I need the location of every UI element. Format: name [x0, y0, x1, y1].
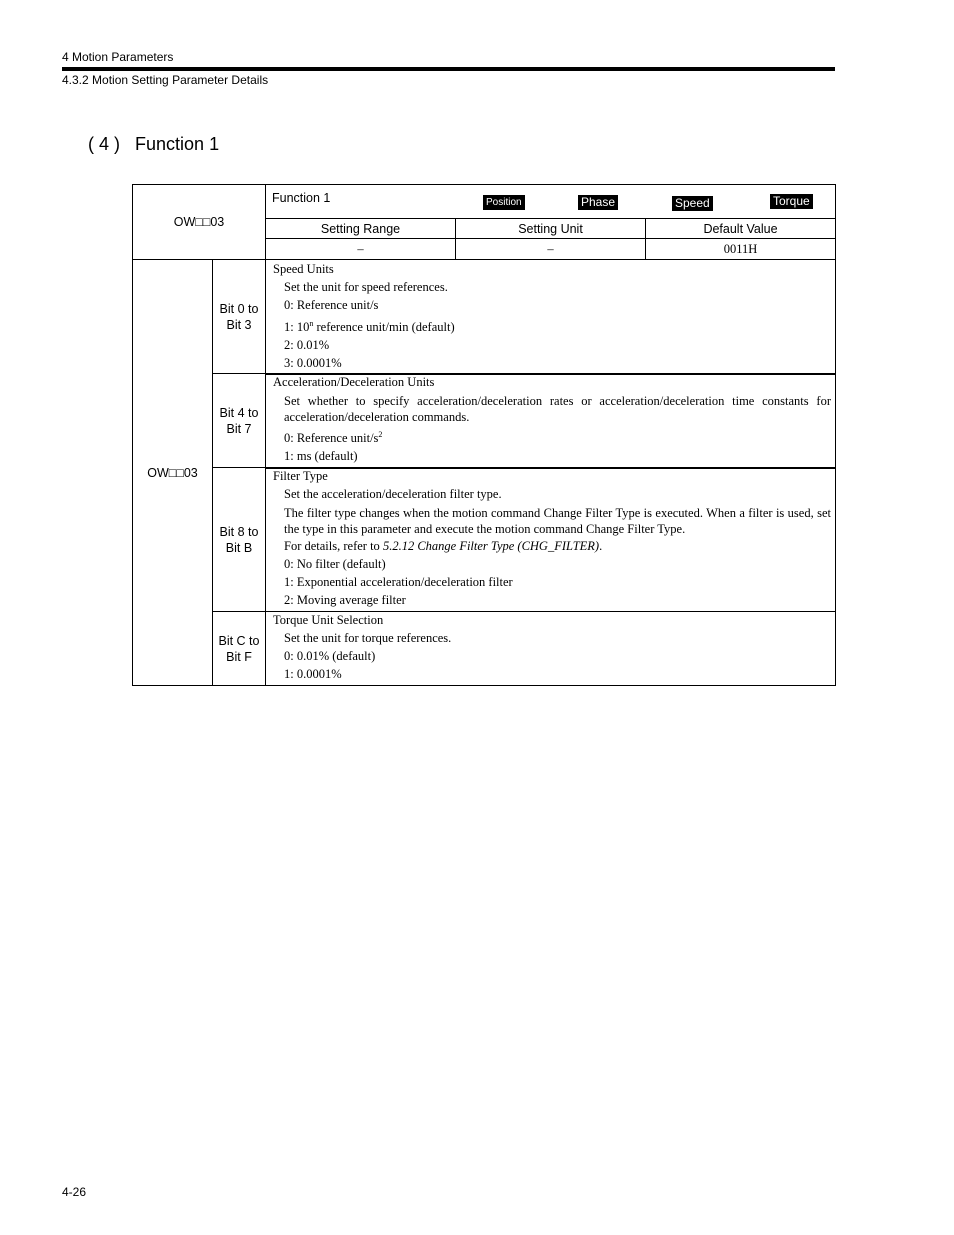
section-number: ( 4 ): [88, 134, 121, 154]
val-setting-range: –: [265, 238, 456, 260]
bits-label: Bit B: [225, 540, 253, 555]
parameter-name: Function 1: [272, 191, 331, 205]
desc-line: Set whether to specify acceleration/deceleration rates or acceleration/deceleration time constants for acceleration/deceleration commands.: [284, 394, 831, 424]
bits-label: Bit 3: [226, 317, 252, 332]
col-default-value: Default Value: [645, 218, 836, 239]
desc-line: 0: No filter (default): [284, 557, 386, 571]
torque-unit-desc: [273, 611, 831, 683]
superscript: n: [309, 319, 314, 328]
bits-label: Bit 0 to: [219, 301, 259, 316]
row-title: Acceleration/Deceleration Units: [273, 375, 435, 389]
desc-line: 0: 0.01% (default): [284, 649, 376, 663]
desc-line: [273, 537, 831, 555]
accel-units-desc: [273, 373, 831, 465]
mode-badge-torque: Torque: [770, 194, 813, 209]
desc-text: 1: 10: [284, 320, 310, 334]
register-left-label: OW□□03: [147, 465, 198, 480]
register-left-cell: [132, 259, 213, 686]
superscript: 2: [378, 430, 383, 439]
col-setting-unit: Setting Unit: [455, 218, 646, 239]
desc-line: Set the unit for torque references.: [284, 631, 452, 645]
section-title: [88, 134, 219, 155]
bits-c-f: [212, 611, 266, 686]
desc-line: Set the unit for speed references.: [284, 280, 448, 294]
bits-label: Bit 8 to: [219, 524, 259, 539]
mode-badge-speed: Speed: [672, 196, 713, 211]
section-header: 4.3.2 Motion Setting Parameter Details: [62, 73, 269, 87]
desc-text: For details, refer to: [284, 539, 383, 553]
chapter-header: 4 Motion Parameters: [62, 50, 174, 64]
mode-badge-position: Position: [483, 195, 525, 210]
col-setting-range: Setting Range: [265, 218, 456, 239]
register-cell: [132, 184, 266, 260]
bits-8-b: [212, 467, 266, 612]
row-title: Speed Units: [273, 262, 334, 276]
desc-line: 2: Moving average filter: [284, 593, 406, 607]
row-title: Torque Unit Selection: [273, 613, 384, 627]
desc-line: 1: ms (default): [284, 449, 358, 463]
desc-line: 3: 0.0001%: [284, 356, 342, 370]
page-number: 4-26: [62, 1185, 87, 1199]
bits-label: Bit 7: [226, 421, 252, 436]
speed-units-desc: [273, 260, 831, 372]
section-name: Function 1: [135, 134, 220, 154]
desc-line: 2: 0.01%: [284, 338, 330, 352]
desc-text: .: [599, 539, 603, 553]
name-cell: [265, 184, 836, 219]
val-default-value: 0011H: [645, 238, 836, 260]
desc-line: The filter type changes when the motion command Change Filter Type is executed. When a filter is used, set the type in this parameter and execute the motion command Change Filter Type.: [284, 506, 831, 536]
desc-line: [273, 429, 831, 447]
desc-line: 1: Exponential acceleration/deceleration filter: [284, 575, 513, 589]
desc-text: 0: Reference unit/s: [284, 431, 379, 445]
desc-line: Set the acceleration/deceleration filter type.: [284, 487, 502, 501]
val-setting-unit: –: [455, 238, 646, 260]
desc-line: [273, 318, 831, 336]
register-label: OW□□03: [173, 215, 225, 229]
bits-0-3: [212, 259, 266, 374]
desc-text: reference unit/min (default): [313, 320, 455, 334]
desc-line: 1: 0.0001%: [284, 667, 342, 681]
bits-label: Bit C to: [218, 633, 260, 648]
mode-badge-phase: Phase: [578, 195, 618, 210]
header-rule: [62, 67, 835, 71]
bits-label: Bit 4 to: [219, 405, 259, 420]
filter-type-desc: [273, 467, 831, 609]
reference-link[interactable]: 5.2.12 Change Filter Type (CHG_FILTER): [382, 539, 600, 553]
row-title: Filter Type: [273, 469, 328, 483]
bits-label: Bit F: [226, 649, 252, 664]
desc-line: 0: Reference unit/s: [284, 298, 379, 312]
bits-4-7: [212, 373, 266, 468]
